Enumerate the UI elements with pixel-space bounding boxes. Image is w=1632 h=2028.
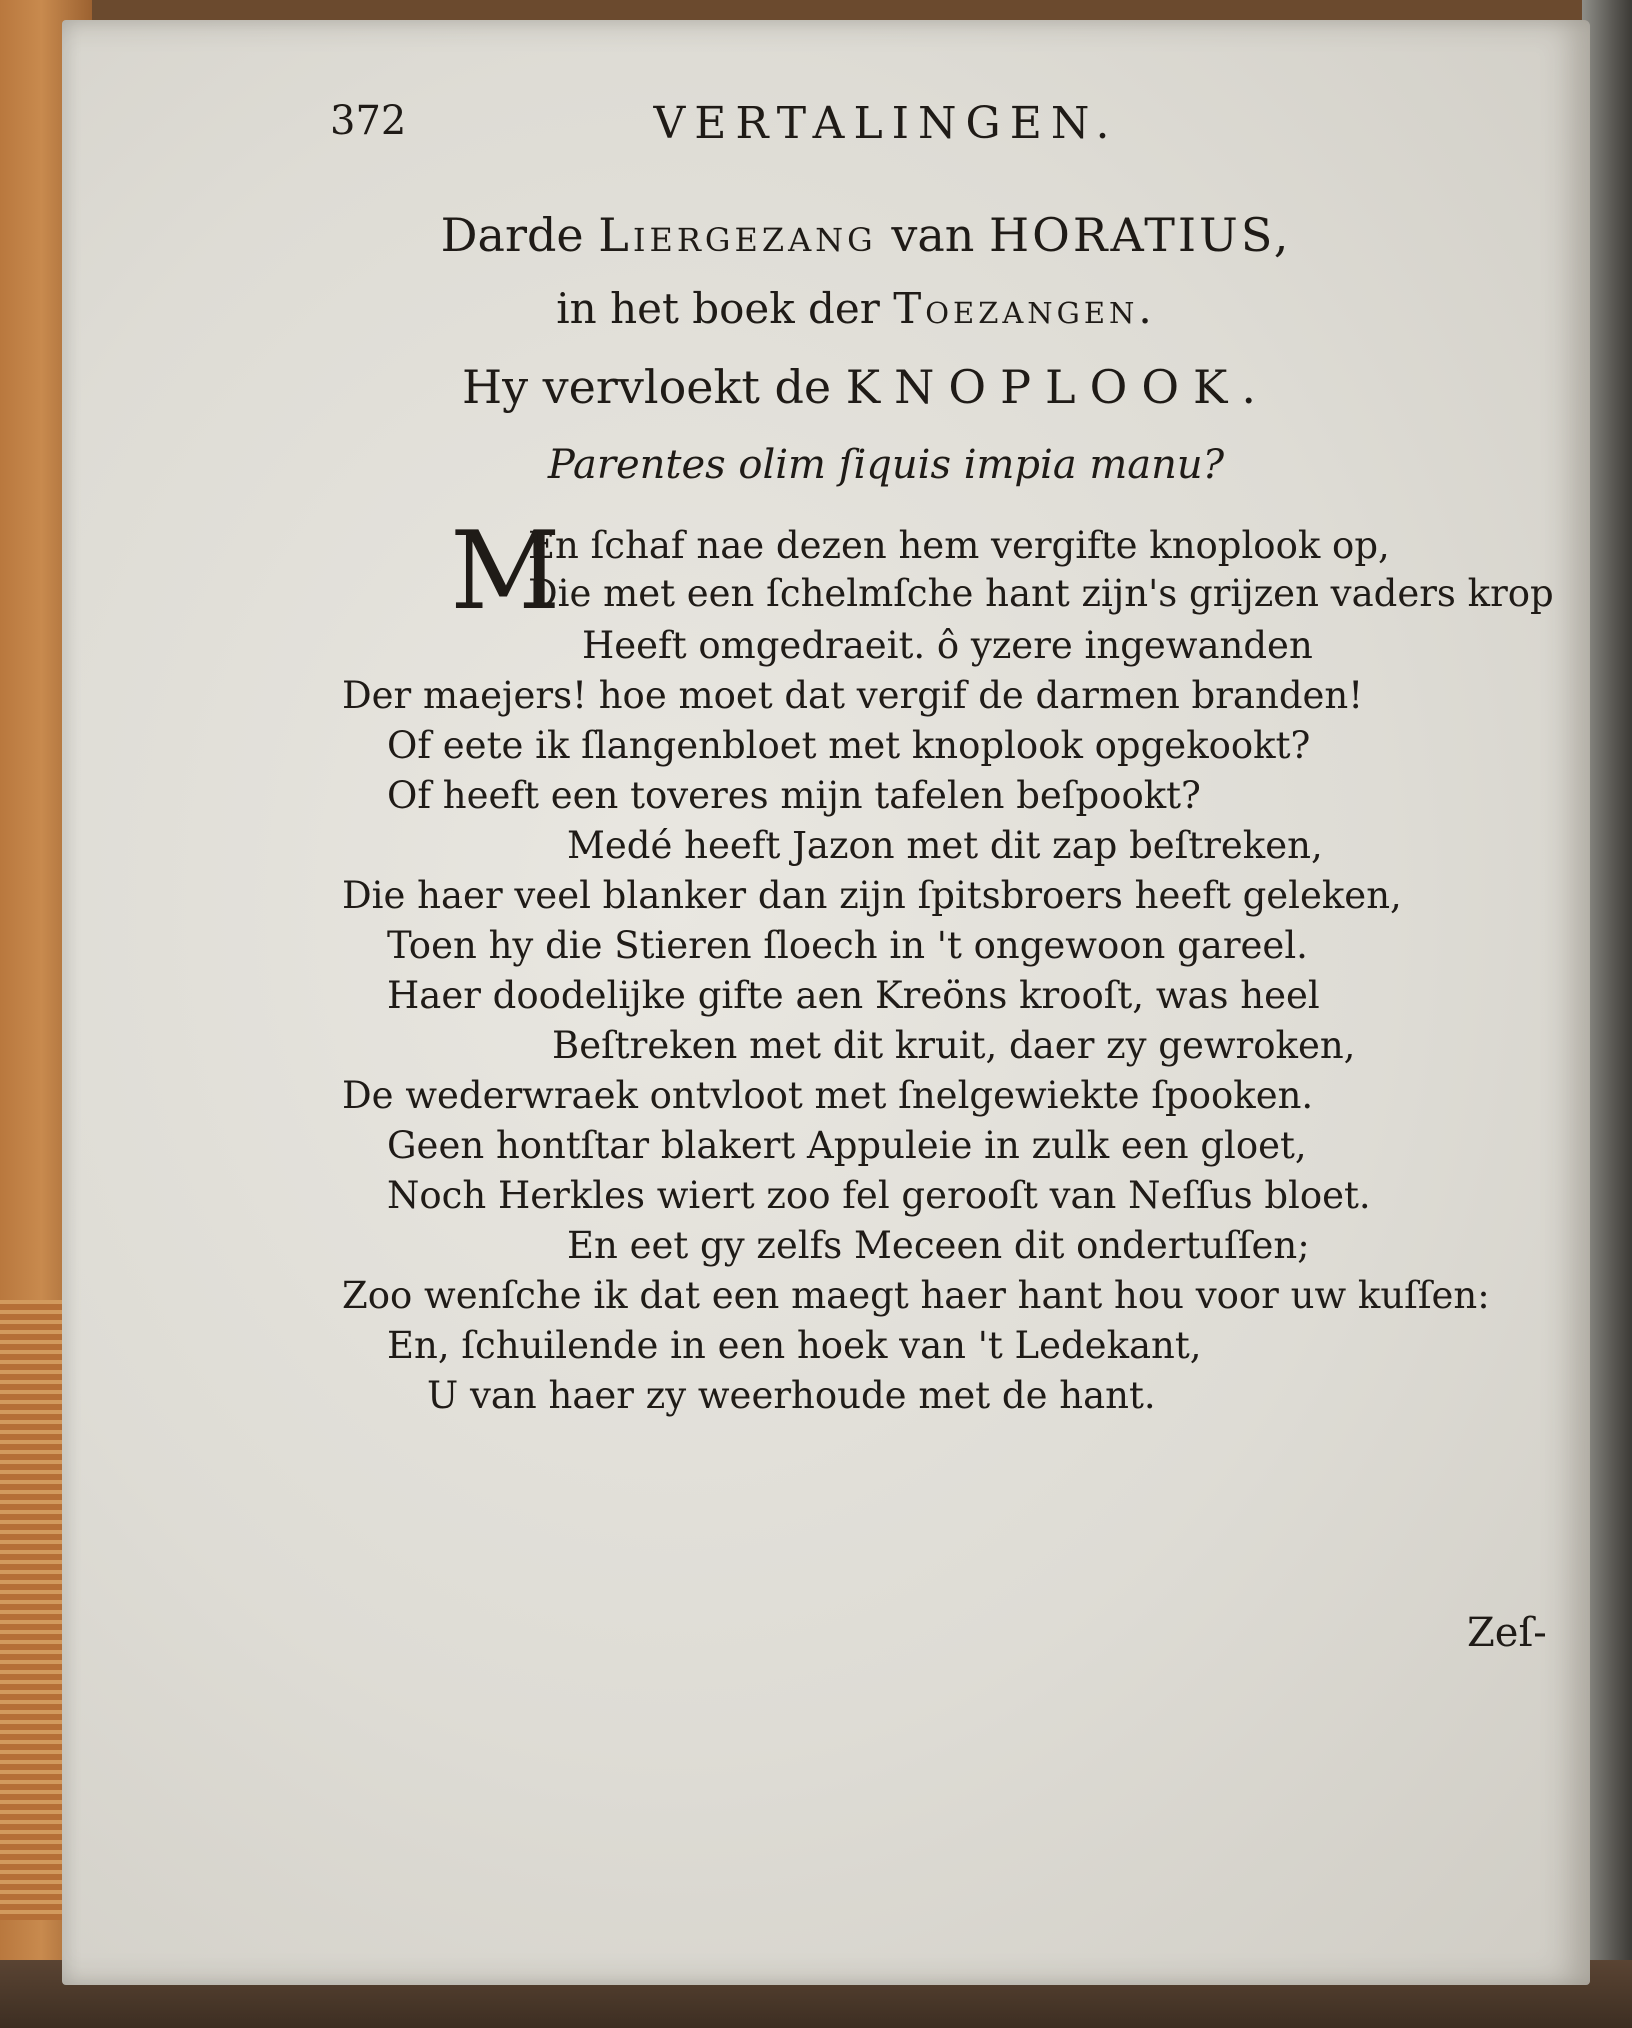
title-word: Darde — [440, 208, 584, 262]
verse-line: Beſtreken met dit kruit, daer zy gewroken, — [552, 1024, 1356, 1067]
verse-line: U van haer zy weerhoude met de hant. — [427, 1374, 1156, 1417]
title-phrase: in het boek der — [556, 284, 880, 333]
title-word-horatius: HORATIUS, — [989, 208, 1292, 262]
title-line-3 — [62, 360, 1590, 414]
verse-line: Zoo wenſche ik dat een maegt haer hant hou voor uw kuſſen: — [342, 1274, 1490, 1317]
verse-line: Medé heeft Jazon met dit zap beſtreken, — [567, 824, 1323, 867]
verse-line: Noch Herkles wiert zoo fel gerooſt van Neſſus bloet. — [387, 1174, 1371, 1217]
verse-line: Of heeft een toveres mijn tafelen beſpookt? — [387, 774, 1201, 817]
verse-line: En eet gy zelfs Meceen dit ondertuſſen; — [567, 1224, 1310, 1267]
verse-line: Of eete ik ſlangenbloet met knoplook opgekookt? — [387, 724, 1311, 767]
page-number: 372 — [330, 98, 407, 144]
title-word-toezangen: Toezangen. — [893, 284, 1156, 333]
verse-line: Haer doodelijke gifte aen Kreöns krooſt, was heel — [387, 974, 1320, 1017]
title-line-2 — [62, 284, 1590, 333]
catchword: Zeſ- — [1467, 1610, 1547, 1656]
verse-line: Heeft omgedraeit. ô yzere ingewanden — [582, 624, 1313, 667]
title-word-knoplook: KNOPLOOK. — [845, 360, 1271, 414]
verse-line: De wederwraek ontvloot met ſnelgewiekte ſpooken. — [342, 1074, 1314, 1117]
drop-cap: M — [450, 509, 561, 634]
title-line-1 — [62, 208, 1590, 262]
latin-incipit: Parentes olim ſiquis impia manu? — [547, 442, 1225, 488]
verse-line: En, ſchuilende in een hoek van 't Ledekant, — [387, 1324, 1202, 1367]
verse-line: Der maejers! hoe moet dat vergif de darmen branden! — [342, 674, 1364, 717]
verse-line: Toen hy die Stieren ſloech in 't ongewoon gareel. — [387, 924, 1308, 967]
verse-line: Die haer veel blanker dan zijn ſpitsbroers heeft geleken, — [342, 874, 1402, 917]
verse-line: Die met een ſchelmſche hant zijn's grijzen vaders krop — [528, 572, 1554, 615]
title-phrase: Hy vervloekt de — [461, 360, 832, 414]
book-page — [62, 20, 1590, 1985]
verse-line: En ſchaf nae dezen hem vergifte knoplook op, — [528, 524, 1390, 567]
title-word: van — [891, 208, 975, 262]
title-word-liergezang: Liergezang — [598, 208, 877, 262]
verse-line: Geen hontſtar blakert Appuleie in zulk een gloet, — [387, 1124, 1307, 1167]
running-head: VERTALINGEN. — [653, 98, 1119, 149]
